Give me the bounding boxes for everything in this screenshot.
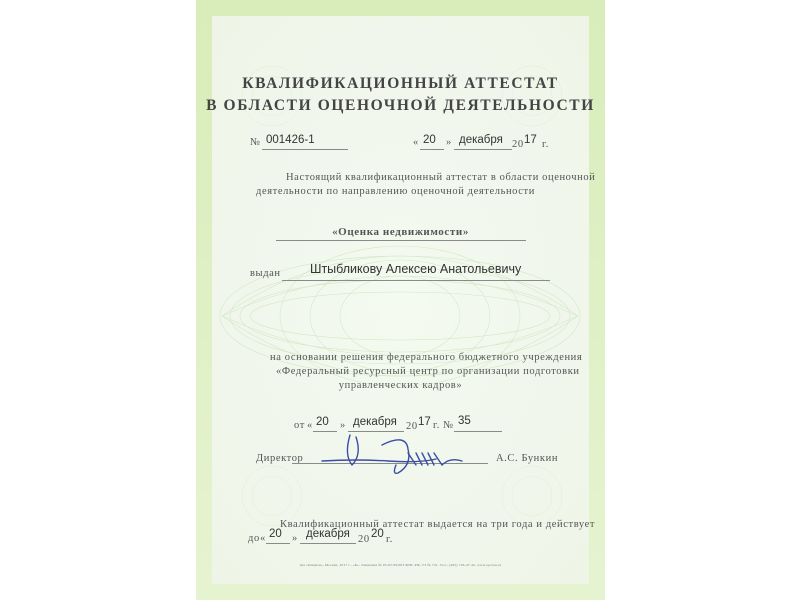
basis-line1: на основании решения федерального бюджетного учреждения: [270, 352, 583, 363]
date-year-suffix: 17: [524, 134, 537, 146]
footer-print: АО «Опцион», Москва, 2017 г., «Б». Лицензия № 05-05-09/003 ФНС РФ, ТЗ № 741. Тел.: (495) 726-47-42, www.opcion.ru: [299, 563, 502, 567]
direction-underline: [276, 240, 526, 241]
date-day: 20: [423, 134, 436, 146]
decision-year-suffix: 17: [418, 416, 431, 428]
date-month-underline: [454, 149, 512, 150]
valid-day: 20: [269, 528, 282, 540]
issued-to-name: Штыбликову Алексею Анатольевичу: [310, 262, 522, 276]
date-close-quote: »: [446, 137, 452, 148]
director-label: Директор: [256, 453, 304, 464]
decision-day: 20: [316, 416, 329, 428]
date-year-label: г.: [542, 139, 549, 150]
director-signature-image: [316, 425, 496, 480]
decision-month: декабря: [353, 416, 397, 428]
decision-number-label: г. №: [433, 420, 454, 431]
decision-number: 35: [458, 415, 471, 427]
date-open-quote: «: [413, 137, 419, 148]
valid-day-underline: [266, 543, 290, 544]
basis-line3: управленческих кадров»: [338, 380, 463, 391]
date-month: декабря: [459, 134, 503, 146]
intro-line1: Настоящий квалификационный аттестат в области оценочной: [286, 172, 596, 183]
issued-label: выдан: [250, 268, 281, 279]
decision-from-label: от: [294, 420, 305, 431]
certificate-title-line2: В ОБЛАСТИ ОЦЕНОЧНОЙ ДЕЯТЕЛЬНОСТИ: [206, 97, 595, 114]
valid-year-suffix: 20: [371, 528, 384, 540]
date-day-underline: [420, 149, 444, 150]
date-year-prefix: 20: [512, 139, 524, 150]
certificate-document: КВАЛИФИКАЦИОННЫЙ АТТЕСТАТ В ОБЛАСТИ ОЦЕНОЧНОЙ ДЕЯТЕЛЬНОСТИ № 001426-1 « 20 » декабря 20 17 г. Настоящий квалификационный аттестат в области оценочной деятельности по направлению оценочной деятельности «Оценка недвижимости» выдан Штыбликову Алексею Анатольевичу на основании решения федерального бюджетного учреждения «Федеральный ресурсный центр по организации подготовки управленческих кадров» от « 20 » декабря 20 17 г. № 35 Директор А.С. Бункин Квалификационный аттестат выдается на три года и действует до « 20 » декабря 20 20 г. АО «Опцион», Москва, 2017 г., «Б». Лицензия № 05-05-09/003 ФНС РФ, ТЗ № 741. Тел.: (495) 726-47-42, www.opcion.ru: [196, 0, 605, 600]
valid-month-underline: [300, 543, 356, 544]
issued-to-underline: [282, 280, 550, 281]
director-name: А.С. Бункин: [496, 453, 559, 464]
number-label: №: [250, 137, 261, 148]
certificate-number: 001426-1: [266, 134, 315, 146]
valid-month: декабря: [306, 528, 350, 540]
intro-line2: деятельности по направлению оценочной деятельности: [256, 186, 535, 197]
number-underline: [262, 149, 348, 150]
basis-line2: «Федеральный ресурсный центр по организации подготовки: [276, 366, 580, 377]
validity-text: Квалификационный аттестат выдается на три года и действует: [280, 519, 596, 530]
valid-until-label: до: [248, 533, 260, 544]
certificate-title-line1: КВАЛИФИКАЦИОННЫЙ АТТЕСТАТ: [242, 75, 559, 92]
direction-title: «Оценка недвижимости»: [332, 226, 469, 238]
